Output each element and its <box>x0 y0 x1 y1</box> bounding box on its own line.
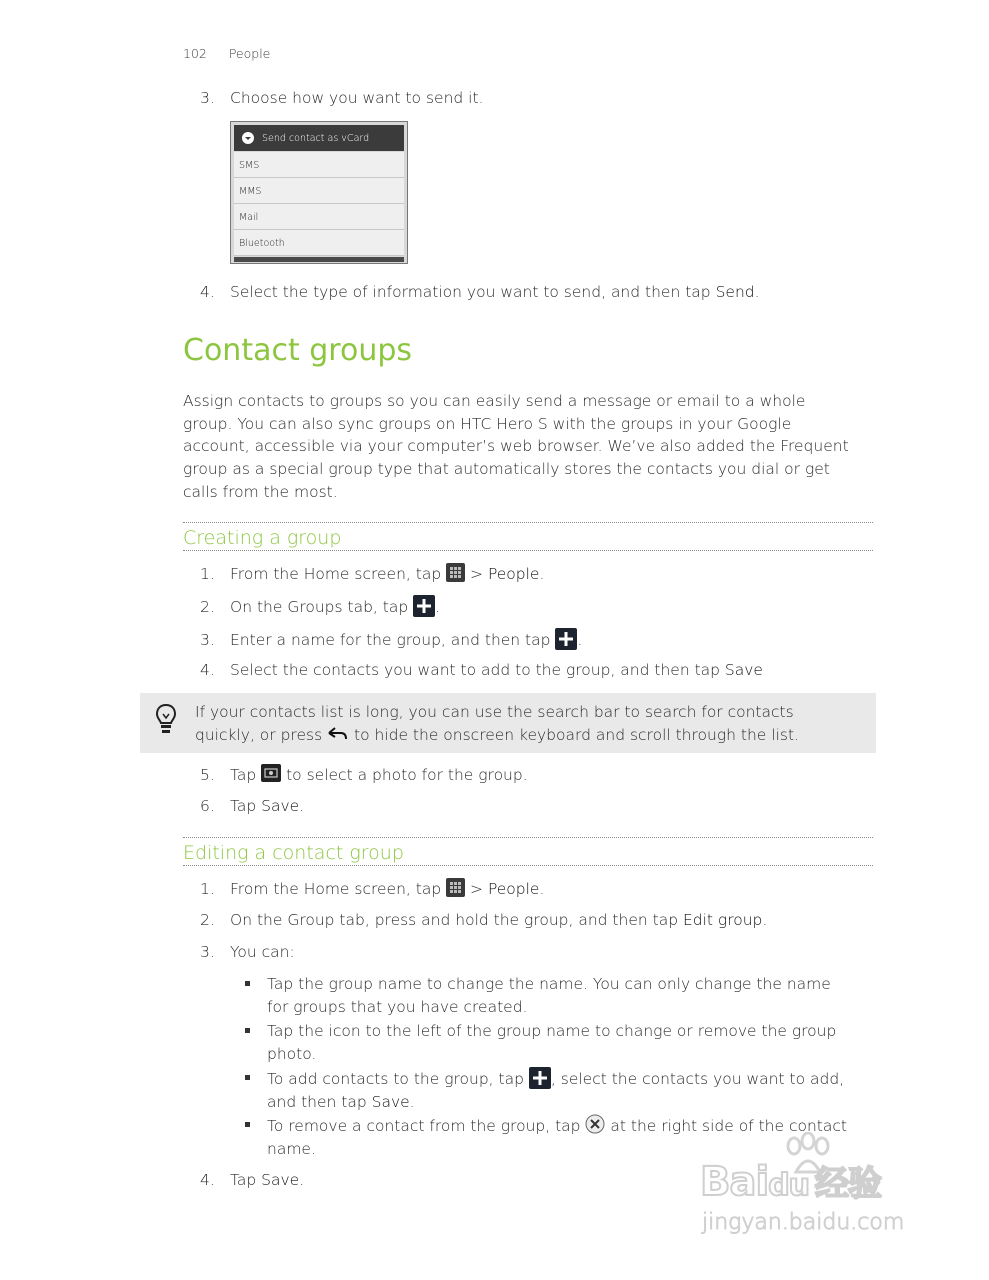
creating-step-2: 2. On the Groups tab, tap . <box>200 595 440 617</box>
menu-footer <box>234 257 404 262</box>
add-icon <box>555 628 577 650</box>
lightbulb-icon <box>154 703 178 737</box>
menu-header <box>234 125 404 151</box>
intro-step-3: 3. Choose how you want to send it. <box>200 89 484 107</box>
divider <box>183 522 873 523</box>
chevron-down-circle-icon <box>241 131 255 145</box>
divider <box>183 837 873 838</box>
add-icon <box>529 1067 551 1089</box>
bullet-item: Tap the icon to the left of the group name to change or remove the group photo. <box>245 1020 872 1065</box>
divider <box>183 550 873 551</box>
creating-step-6: 6. Tap Save. <box>200 797 305 815</box>
bullet-marker <box>245 1122 250 1127</box>
page-header <box>183 46 270 61</box>
bullet-item: To remove a contact from the group, tap at the right side of the contact name. <box>245 1114 872 1160</box>
remove-icon <box>585 1114 605 1134</box>
creating-step-1: 1. From the Home screen, tap > People. <box>200 565 545 583</box>
all-apps-icon <box>446 878 465 897</box>
menu-title: Send contact as vCard <box>262 133 370 144</box>
bullet-marker <box>245 1028 250 1033</box>
send-contact-menu <box>230 121 408 264</box>
tip-text: If your contacts list is long, you can use the search bar to search for contacts quickly, or press to hide the onscreen keyboard and scroll through the list. <box>195 703 799 744</box>
creating-step-4: 4. Select the contacts you want to add to the group, and then tap Save <box>200 661 763 679</box>
editing-step-3: 3. You can: <box>200 943 295 961</box>
bullet-item: Tap the group name to change the name. You can only change the name for groups that you have created. <box>245 973 872 1018</box>
all-apps-icon <box>446 563 465 582</box>
creating-step-3: 3. Enter a name for the group, and then tap . <box>200 628 582 650</box>
tip-box <box>140 693 876 753</box>
page-number: 102 <box>183 46 207 61</box>
bullet-marker <box>245 1075 250 1080</box>
watermark-url: jingyan.baidu.com <box>702 1210 905 1235</box>
creating-step-5: 5. Tap to select a photo for the group. <box>200 766 528 784</box>
menu-option-mail[interactable]: Mail <box>234 204 404 230</box>
menu-option-sms[interactable]: SMS <box>234 152 404 178</box>
menu-option-bluetooth[interactable]: Bluetooth <box>234 230 404 256</box>
subsection-title-creating: Creating a group <box>183 527 342 549</box>
baidu-watermark <box>700 1140 940 1245</box>
section-name: People <box>228 46 271 61</box>
editing-step-1: 1. From the Home screen, tap > People. <box>200 880 545 898</box>
editing-step-4: 4. Tap Save. <box>200 1171 305 1189</box>
editing-step-2: 2. On the Group tab, press and hold the group, and then tap Edit group. <box>200 911 768 929</box>
divider <box>183 865 873 866</box>
intro-step-4: 4. Select the type of information you want to send, and then tap Send. <box>200 283 760 301</box>
subsection-title-editing: Editing a contact group <box>183 842 404 864</box>
add-icon <box>413 595 435 617</box>
camera-photo-icon <box>261 764 281 782</box>
bullet-marker <box>245 981 250 986</box>
section-title: Contact groups <box>183 333 413 368</box>
watermark-brand: Baidu 经验 <box>700 1159 882 1205</box>
back-arrow-icon <box>327 727 349 741</box>
bullet-item: To add contacts to the group, tap , select the contacts you want to add, and then tap Save. <box>245 1067 872 1113</box>
menu-option-mms[interactable]: MMS <box>234 178 404 204</box>
section-paragraph: Assign contacts to groups so you can easily send a message or email to a whole group. You can also sync groups on HTC Hero S with the groups in your Google account, accessible via your computer’s web browser. We’ve also added the Frequent group as a special group type that automatically stores the contacts you dial or get calls from the most. <box>183 392 849 501</box>
